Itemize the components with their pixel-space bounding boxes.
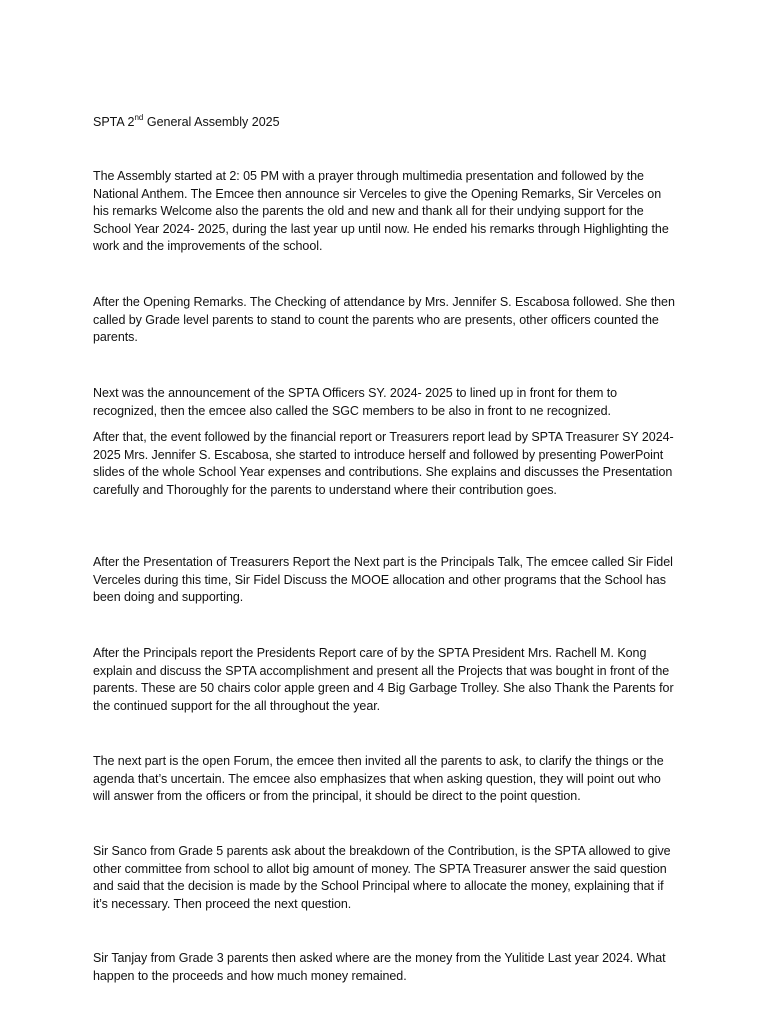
title-prefix: SPTA 2 [93,115,135,129]
paragraph-open-forum: The next part is the open Forum, the emcee then invited all the parents to ask, to clarify the things or the agenda that’s uncertain. The emcee also emphasizes that when asking question, they will point out who will answer from the officers or from the principal, it should be direct to the point question. [93,754,664,804]
paragraph-officers-announcement: Next was the announcement of the SPTA Officers SY. 2024- 2025 to lined up in front for them to recognized, then the emcee also called the SGC members to be also in front to ne recognized. [93,386,618,418]
title-suffix: General Assembly 2025 [143,115,280,129]
title-superscript: nd [134,112,144,122]
paragraph-presidents-report: After the Principals report the Presidents Report care of by the SPTA President Mrs. Rachell M. Kong explain and discuss the SPTA accomplishment and present all the Projects that was bought in front of the parents. These are 50 chairs color apple green and 4 Big Garbage Trolley. She also Thank the Parents for the continued support for the all throughout the year. [93,646,674,713]
paragraph-opening-remarks: The Assembly started at 2: 05 PM with a prayer through multimedia presentation and followed by the National Anthem. The Emcee then announce sir Verceles to give the Opening Remarks, Sir Verceles on his remarks Welcome also the parents the old and new and thank all for their undying support for the School Year 2024- 2025, during the last year up until now. He ended his remarks through Highlighting the work and the improvements of the school. [93,169,669,254]
paragraph-question-tanjay: Sir Tanjay from Grade 3 parents then asked where are the money from the Yulitide Last year 2024. What happen to the proceeds and how much money remained. [93,951,666,983]
paragraph-question-sanco: Sir Sanco from Grade 5 parents ask about the breakdown of the Contribution, is the SPTA allowed to give other committee from school to allot big amount of money. The SPTA Treasurer answer the said question and said that the decision is made by the School Principal where to allocate the money, explaining that if it’s necessary. Then proceed the next question. [93,844,671,911]
paragraph-treasurers-report: After that, the event followed by the financial report or Treasurers report lead by SPTA Treasurer SY 2024- 2025 Mrs. Jennifer S. Escabosa, she started to introduce herself and followed by presenting PowerPoint slides of the whole School Year expenses and contributions. She explains and discusses the Presentation carefully and Thoroughly for the parents to understand where their contribution goes. [93,430,674,497]
document-title [93,114,280,131]
paragraph-principals-talk: After the Presentation of Treasurers Report the Next part is the Principals Talk, The emcee called Sir Fidel Verceles during this time, Sir Fidel Discuss the MOOE allocation and other programs that the School has been doing and supporting. [93,555,673,605]
paragraph-attendance: After the Opening Remarks. The Checking of attendance by Mrs. Jennifer S. Escabosa followed. She then called by Grade level parents to stand to count the parents who are presents, other officers counted the parents. [93,295,675,345]
